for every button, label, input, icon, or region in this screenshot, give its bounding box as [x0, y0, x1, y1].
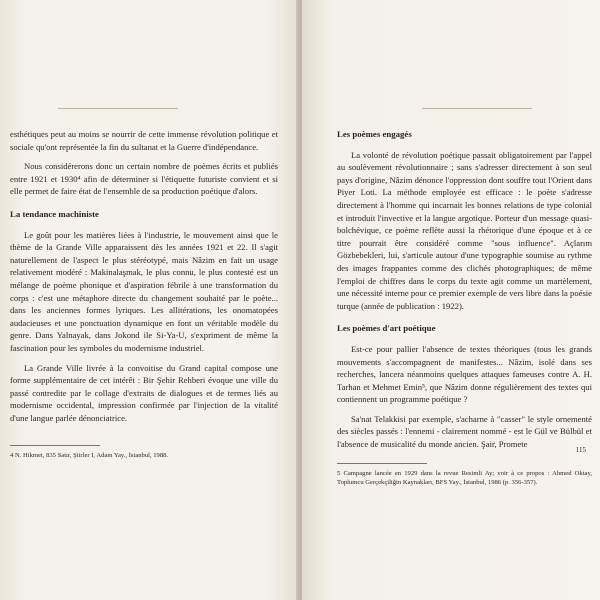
header-rule — [58, 108, 178, 109]
paragraph: esthétiques peut au moins se nourrir de cette immense révolution politique et sociale qu'ont représentée la fin du sultanat et la Guerre d'indépendance. — [10, 129, 278, 152]
paragraph: Sa'nat Telakkisi par exemple, s'acharne à "casser" le style ornementé des siècles passés : l'ennemi - clairement nommé - est le Gül ve Bülbül et l'absence de musicalité du monde ancien. Şair, Promete — [337, 413, 592, 450]
left-text-column — [10, 128, 278, 431]
right-page — [302, 0, 600, 600]
header-rule — [422, 108, 532, 109]
footnote-rule — [10, 445, 100, 446]
footnote-rule — [337, 463, 427, 464]
paragraph: Nous considérerons donc un certain nombre de poèmes écrits et publiés entre 1921 et 1930⁴ afin de déterminer si l'étiquette futuriste convient et si elle permet de faire état de l'ensemble de sa production poétique d'alors. — [10, 161, 278, 197]
paragraph: La Grande Ville livrée à la convoitise du Grand capital compose une forme supplémentaire de cet intérêt : Bir Şehir Rehberi évoque une ville du passé contredite par le collage d'extraits de dialogues et de termes liés au modernisme occidental, impression confirmée par l'injection de la vitalité d'une langue parlée dénonciatrice. — [10, 362, 278, 423]
section-heading: La tendance machiniste — [10, 208, 99, 219]
paragraph: Est-ce pour pallier l'absence de textes théoriques (tous les grands mouvements s'accompagnent de manifestes... Nâzim, isolé dans ses recherches, lancera néanmoins quelques attaques fameuses contre A. H. Tarhan et Mehmet Emin⁵, que Nâzim donne régulièrement des textes qui contiennent un programme poétique ? — [337, 343, 592, 405]
section-heading: Les poèmes engagés — [337, 129, 412, 139]
page-number: 115 — [575, 446, 586, 454]
right-text-column — [337, 128, 592, 487]
left-page — [0, 0, 298, 600]
section-heading: Les poèmes d'art poétique — [337, 323, 436, 334]
paragraph: Le goût pour les matières liées à l'industrie, le mouvement ainsi que le thème de la Grande Ville apparaissent dès les années 1921 et 22. Il s'agit naturellement de l'aspect le plus stéréotypé, mais Nâzim en fait un usage relativement modéré : Makinalaşmak, le plus connu, le plus contesté est un mélange de poème phonique et d'aspiration fébrile à une transformation du corps : c'est une métaphore directe du changement souhaité par le poète... dans les anciennes formes lyriques. Les allitérations, les onomatopées audacieuses et une ponctuation dynamique en font un véritable modèle du genre. Dans Yalnayak, dans Jokond ile Si-Ya-U, s'expriment de même la fascination pour les symboles du modernisme industriel. — [10, 229, 278, 353]
footnote: 5 Campagne lancée en 1929 dans la revue Resimli Ay; voir à ce propos : Ahmed Oktay, Toplumcu Gerçekçiliğin Kaynakları, BFS Yay., İstanbul, 1986 (p. 356-357). — [337, 469, 592, 486]
footnote: 4 N. Hikmet, 835 Satır, Şiirler I, Adam Yay., İstanbul, 1988. — [10, 452, 169, 459]
paragraph: La volonté de révolution poétique passait obligatoirement par l'appel au soulèvement révolutionnaire ; sans s'adresser directement à son seul pays d'origine, Nâzim dénonce l'oppression dont souffre tout l'Orient dans Piyer Loti. La méthode employée est efficace : le poète s'adresse directement à l'homme qui incarnait les bonnes relations de type colonial et introduit l'invective et la langue argotique. Porteur d'un message quasi-bolchévique, ce poème reflète aussi la rhétorique d'une époque et à ce titre pourrait être considéré comme "sous influence". Açlarım Gözbebekleri, lui, s'articule autour d'une typographie soumise au rythme des images frappantes comme des clichés photographiques; de même l'emploi de chiffres dans le corps du texte agit comme un martèlement, une nécessité interne pour ce premier exemple de vers libre dans la poésie turque (année de publication : 1922). — [337, 149, 592, 311]
footnote-block — [10, 433, 278, 460]
